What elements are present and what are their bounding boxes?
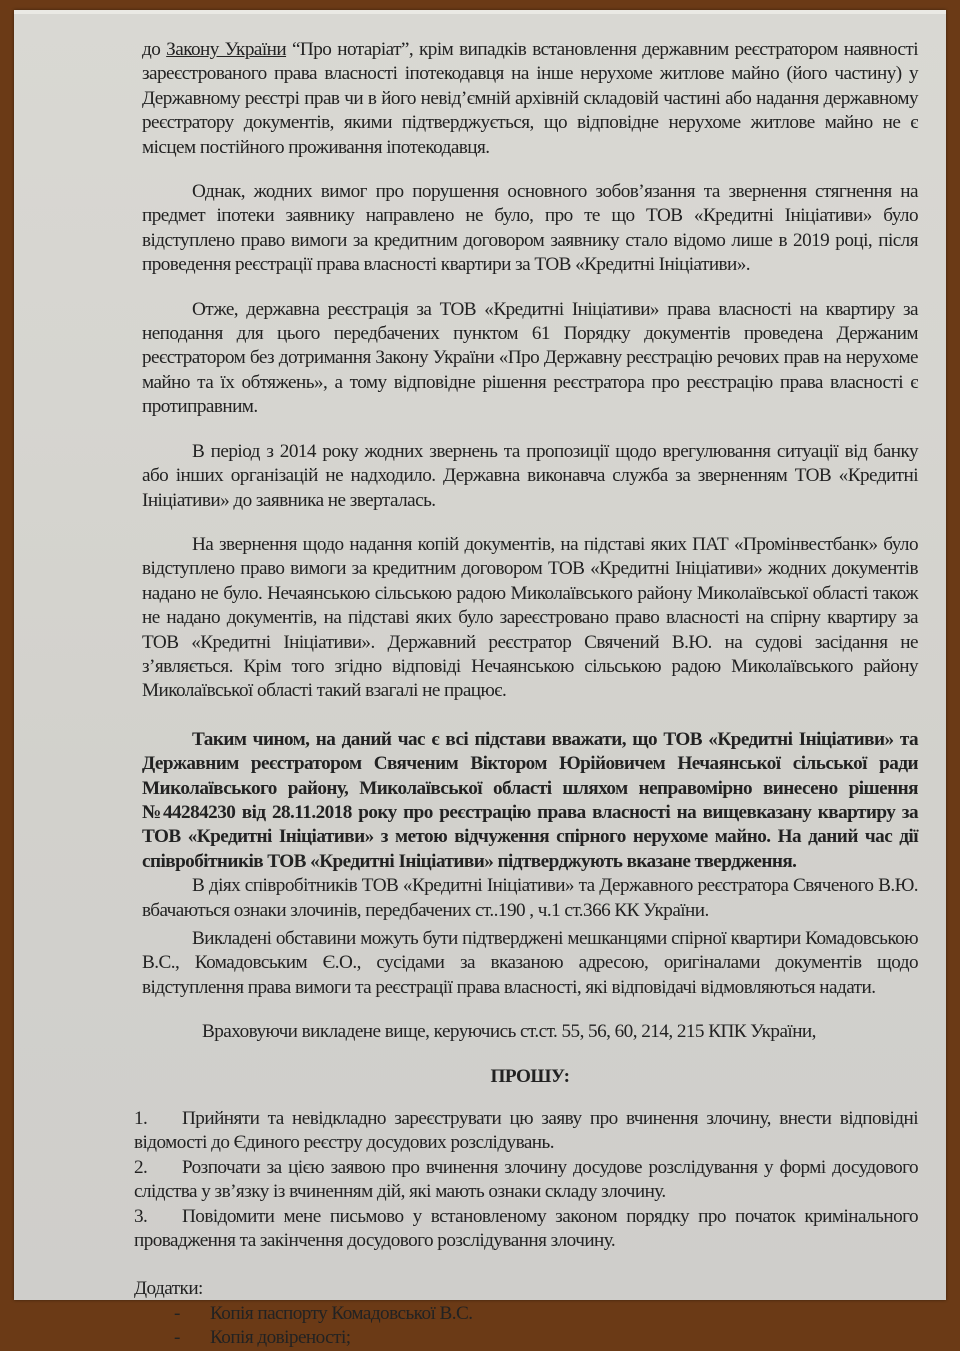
paragraph-notary-law <box>142 38 918 160</box>
request-number: 1. <box>134 1108 148 1130</box>
paragraph-no-claims: Однак, жодних вимог про порушення основного зобов’язання та звернення стягнення на предмет іпотеки заявнику направлено не було, про те що ТОВ «Кредитні Ініціативи» було відступлено право вимоги за кредитним договором заявнику стало відомо лише в 2019 році, після проведення реєстрації права власності квартири за ТОВ «Кредитні Ініціативи». <box>142 181 918 276</box>
paragraph-conclusion: Таким чином, на даний час є всі підстави вважати, що ТОВ «Кредитні Ініціативи» та Державним реєстратором Свяченим Віктором Юрійовичем Нечаянської сільської ради Миколаївського району, Миколаївської області шляхом неправомірно винесено рішення №44284230 від 28.11.2018 року про реєстрацію права власності на вищевказану квартиру за ТОВ «Кредитні Ініціативи» з метою відчуження спірного нерухоме майно. На даний час дії співробітників ТОВ «Кредитні Ініціативи» підтверджують вказане твердження. <box>142 728 918 872</box>
request-list <box>134 1107 918 1253</box>
request-text: Прийняти та невідкладно зареєструвати цю заяву про вчинення злочину, внести відповідні відомості до Єдиного реєстру досудових розслідувань. <box>134 1108 918 1154</box>
request-text: Розпочати за цією заявою про вчинення злочину досудове розслідування у формі досудового слідства у зв’язку із вчиненням дій, які мають ознаки складу злочину. <box>134 1156 918 1203</box>
request-number: 2. <box>134 1156 148 1178</box>
attachment-text: Копія паспорту Комадовської В.С. <box>210 1302 473 1324</box>
paragraph-witnesses: Викладені обставини можуть бути підтверджені мешканцями спірної квартири Комадовською В.С., Комадовським Є.О., сусідами за вказаною адресою, оригіналами документів щодо відступлення права вимоги та реєстрації права власності, які відповідачі відмовляються надати. <box>142 928 918 998</box>
attachment-dash: - <box>174 1302 180 1324</box>
request-item <box>134 1205 918 1254</box>
paragraph-registration-illegal: Отже, державна реєстрація за ТОВ «Кредитні Ініціативи» права власності на квартиру за неподання для цього передбачених пунктом 61 Порядку документів проведена Держаним реєстратором без дотримання Закону України «Про Державну реєстрацію речових прав на нерухоме майно та їх обтяжень», а тому відповідне рішення реєстратора про реєстрацію права власності є протиправним. <box>142 298 918 418</box>
request-text: Повідомити мене письмово у встановленому законом порядку про початок кримінального провадження та закінчення досудового розслідування злочину. <box>134 1205 918 1252</box>
request-item <box>134 1107 918 1156</box>
text-prefix: до <box>142 39 167 60</box>
paragraph-documents-request: На звернення щодо надання копій документів, на підставі яких ПАТ «Промінвестбанк» було відступлено право вимоги за кредитним договором ТОВ «Кредитні Ініціативи» жодних документів надано не було. Нечаянською сільською радою Миколаївського району Миколаївської області також не надано документів, на підставі яких було зареєстровано право власності на спірну квартиру за ТОВ «Кредитні Ініціативи». Державний реєстратор Свячений В.Ю. на судові засідання не з’являється. Крім того згідно відповіді Нечаянською сільською радою Миколаївського району Миколаївської області такий взагалі не працює. <box>142 533 918 702</box>
paragraph-no-appeals: В період з 2014 року жодних звернень та пропозиції щодо врегулювання ситуації від банку або інших організацій не надходило. Державна виконавча служба за зверненням ТОВ «Кредитні Ініціативи» до заявника не зверталась. <box>142 440 918 511</box>
paragraph-crime-signs: В діях співробітників ТОВ «Кредитні Ініціативи» та Державного реєстратора Свяченого В.Ю. вбачаються ознаки злочинів, передбачених ст..190 , ч.1 ст.366 КК України. <box>142 875 918 921</box>
request-number: 3. <box>134 1205 148 1227</box>
text-rest: “Про нотаріат”, крім випадків встановлення державним реєстратором наявності зареєстрованого права власності іпотекодавця на інше нерухоме житлове майно (його частину) у Державному реєстрі прав чи в його невід’ємній архівній складовій частині або надання державному реєстратору документів, якими підтверджується, що відповідне нерухоме житлове майно не є місцем постійного проживання іпотекодавця. <box>142 39 918 158</box>
attachments-section <box>134 1277 918 1350</box>
law-reference-link: Закону України <box>166 39 287 60</box>
document-body <box>134 10 918 1351</box>
document-page <box>14 10 946 1349</box>
attachment-text: Копія довіреності; <box>210 1327 351 1349</box>
paragraph-legal-basis: Враховуючи викладене вище, керуючись ст.ст. 55, 56, 60, 214, 215 КПК України, <box>202 1021 816 1043</box>
request-item <box>134 1156 918 1205</box>
attachment-item <box>134 1302 918 1326</box>
attachment-item <box>134 1326 918 1350</box>
request-title: ПРОШУ: <box>490 1065 570 1087</box>
attachments-title: Додатки: <box>134 1278 203 1300</box>
attachment-dash: - <box>174 1327 180 1349</box>
